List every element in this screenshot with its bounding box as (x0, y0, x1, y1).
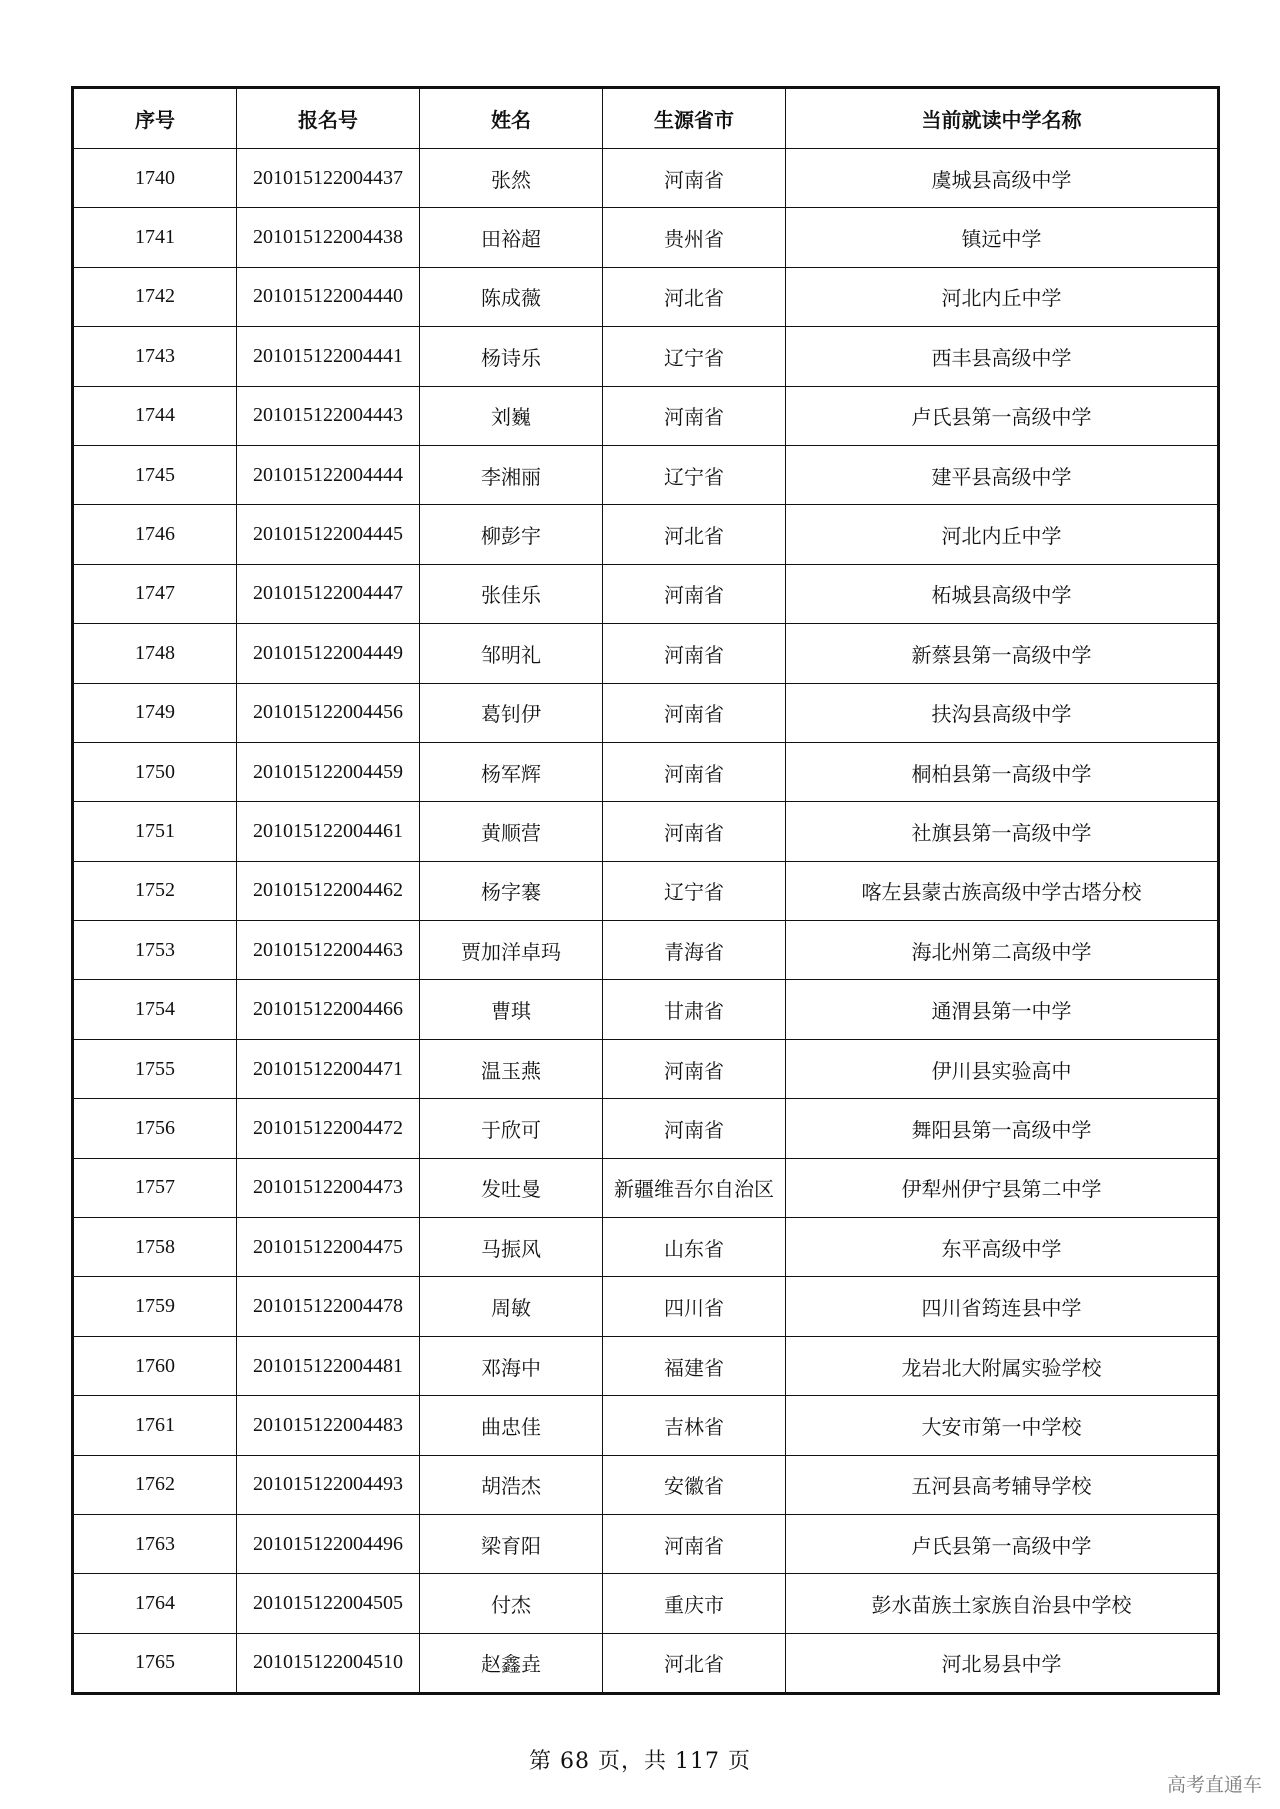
cell-name: 杨诗乐 (420, 327, 603, 386)
cell-registration-number: 201015122004449 (237, 624, 420, 683)
header-index: 序号 (73, 88, 237, 149)
header-school: 当前就读中学名称 (786, 88, 1219, 149)
cell-school: 伊犁州伊宁县第二中学 (786, 1158, 1219, 1217)
table-row (73, 624, 1219, 683)
table-row (73, 802, 1219, 861)
cell-index: 1743 (73, 327, 237, 386)
cell-registration-number: 201015122004463 (237, 921, 420, 980)
header-registration-number: 报名号 (237, 88, 420, 149)
cell-index: 1747 (73, 564, 237, 623)
table-row (73, 1514, 1219, 1573)
table-row (73, 1277, 1219, 1336)
cell-province: 河北省 (603, 1633, 786, 1693)
cell-name: 邓海中 (420, 1336, 603, 1395)
cell-province: 新疆维吾尔自治区 (603, 1158, 786, 1217)
cell-school: 扶沟县高级中学 (786, 683, 1219, 742)
cell-province: 河南省 (603, 802, 786, 861)
cell-school: 河北易县中学 (786, 1633, 1219, 1693)
cell-name: 张然 (420, 149, 603, 208)
page-number: 第 68 页，共 117 页 (529, 1749, 751, 1774)
cell-province: 河南省 (603, 1039, 786, 1098)
cell-name: 杨字褰 (420, 861, 603, 920)
cell-name: 葛钊伊 (420, 683, 603, 742)
table-row (73, 1099, 1219, 1158)
cell-name: 张佳乐 (420, 564, 603, 623)
cell-name: 曹琪 (420, 980, 603, 1039)
table-row (73, 1633, 1219, 1693)
cell-province: 辽宁省 (603, 327, 786, 386)
cell-school: 卢氏县第一高级中学 (786, 1514, 1219, 1573)
cell-name: 温玉燕 (420, 1039, 603, 1098)
cell-registration-number: 201015122004459 (237, 742, 420, 801)
student-table (71, 86, 1220, 1695)
cell-registration-number: 201015122004445 (237, 505, 420, 564)
cell-index: 1757 (73, 1158, 237, 1217)
table-row (73, 683, 1219, 742)
cell-school: 桐柏县第一高级中学 (786, 742, 1219, 801)
table-row (73, 1336, 1219, 1395)
cell-province: 安徽省 (603, 1455, 786, 1514)
watermark-logo-text: 高考直通车 (1166, 1774, 1262, 1796)
cell-registration-number: 201015122004440 (237, 267, 420, 326)
cell-school: 伊川县实验高中 (786, 1039, 1219, 1098)
cell-school: 镇远中学 (786, 208, 1219, 267)
cell-province: 吉林省 (603, 1396, 786, 1455)
cell-province: 四川省 (603, 1277, 786, 1336)
cell-name: 田裕超 (420, 208, 603, 267)
cell-registration-number: 201015122004478 (237, 1277, 420, 1336)
table-row (73, 267, 1219, 326)
cell-registration-number: 201015122004443 (237, 386, 420, 445)
table-row (73, 564, 1219, 623)
cell-school: 河北内丘中学 (786, 505, 1219, 564)
cell-index: 1760 (73, 1336, 237, 1395)
cell-school: 海北州第二高级中学 (786, 921, 1219, 980)
cell-school: 河北内丘中学 (786, 267, 1219, 326)
cell-name: 梁育阳 (420, 1514, 603, 1573)
cell-index: 1762 (73, 1455, 237, 1514)
cell-province: 河北省 (603, 267, 786, 326)
table-row (73, 1396, 1219, 1455)
cell-school: 五河县高考辅导学校 (786, 1455, 1219, 1514)
cell-index: 1748 (73, 624, 237, 683)
cell-index: 1740 (73, 149, 237, 208)
table-container (71, 86, 1217, 1695)
cell-school: 大安市第一中学校 (786, 1396, 1219, 1455)
cell-name: 胡浩杰 (420, 1455, 603, 1514)
cell-name: 贾加洋卓玛 (420, 921, 603, 980)
cell-registration-number: 201015122004505 (237, 1574, 420, 1633)
cell-name: 周敏 (420, 1277, 603, 1336)
cell-registration-number: 201015122004461 (237, 802, 420, 861)
cell-province: 贵州省 (603, 208, 786, 267)
cell-index: 1763 (73, 1514, 237, 1573)
cell-registration-number: 201015122004475 (237, 1218, 420, 1277)
cell-index: 1756 (73, 1099, 237, 1158)
cell-index: 1749 (73, 683, 237, 742)
cell-name: 陈成薇 (420, 267, 603, 326)
cell-province: 河南省 (603, 149, 786, 208)
header-name: 姓名 (420, 88, 603, 149)
table-row (73, 505, 1219, 564)
table-row (73, 445, 1219, 504)
cell-registration-number: 201015122004473 (237, 1158, 420, 1217)
table-header-row (73, 88, 1219, 149)
cell-name: 付杰 (420, 1574, 603, 1633)
cell-index: 1753 (73, 921, 237, 980)
table-row (73, 1455, 1219, 1514)
cell-registration-number: 201015122004496 (237, 1514, 420, 1573)
cell-school: 舞阳县第一高级中学 (786, 1099, 1219, 1158)
cell-province: 河南省 (603, 1514, 786, 1573)
cell-school: 喀左县蒙古族高级中学古塔分校 (786, 861, 1219, 920)
cell-province: 河南省 (603, 683, 786, 742)
cell-index: 1745 (73, 445, 237, 504)
table-row (73, 208, 1219, 267)
cell-province: 辽宁省 (603, 861, 786, 920)
cell-index: 1764 (73, 1574, 237, 1633)
table-row (73, 742, 1219, 801)
cell-province: 河北省 (603, 505, 786, 564)
cell-name: 于欣可 (420, 1099, 603, 1158)
cell-name: 杨军辉 (420, 742, 603, 801)
cell-index: 1754 (73, 980, 237, 1039)
cell-registration-number: 201015122004481 (237, 1336, 420, 1395)
cell-index: 1742 (73, 267, 237, 326)
cell-registration-number: 201015122004444 (237, 445, 420, 504)
cell-name: 邹明礼 (420, 624, 603, 683)
table-row (73, 149, 1219, 208)
cell-index: 1761 (73, 1396, 237, 1455)
cell-province: 重庆市 (603, 1574, 786, 1633)
cell-registration-number: 201015122004437 (237, 149, 420, 208)
table-body (73, 149, 1219, 1694)
cell-registration-number: 201015122004472 (237, 1099, 420, 1158)
cell-registration-number: 201015122004466 (237, 980, 420, 1039)
cell-registration-number: 201015122004471 (237, 1039, 420, 1098)
table-row (73, 1218, 1219, 1277)
cell-index: 1741 (73, 208, 237, 267)
cell-school: 龙岩北大附属实验学校 (786, 1336, 1219, 1395)
cell-school: 卢氏县第一高级中学 (786, 386, 1219, 445)
cell-name: 柳彭宇 (420, 505, 603, 564)
cell-province: 甘肃省 (603, 980, 786, 1039)
cell-name: 黄顺营 (420, 802, 603, 861)
cell-name: 马振风 (420, 1218, 603, 1277)
cell-school: 柘城县高级中学 (786, 564, 1219, 623)
cell-index: 1744 (73, 386, 237, 445)
cell-province: 青海省 (603, 921, 786, 980)
header-province: 生源省市 (603, 88, 786, 149)
cell-school: 新蔡县第一高级中学 (786, 624, 1219, 683)
cell-index: 1750 (73, 742, 237, 801)
cell-school: 社旗县第一高级中学 (786, 802, 1219, 861)
cell-province: 河南省 (603, 564, 786, 623)
cell-registration-number: 201015122004438 (237, 208, 420, 267)
cell-index: 1746 (73, 505, 237, 564)
table-row (73, 1039, 1219, 1098)
cell-school: 西丰县高级中学 (786, 327, 1219, 386)
cell-registration-number: 201015122004447 (237, 564, 420, 623)
cell-registration-number: 201015122004510 (237, 1633, 420, 1693)
cell-province: 河南省 (603, 624, 786, 683)
cell-index: 1751 (73, 802, 237, 861)
cell-province: 辽宁省 (603, 445, 786, 504)
cell-name: 赵鑫垚 (420, 1633, 603, 1693)
cell-registration-number: 201015122004456 (237, 683, 420, 742)
table-row (73, 921, 1219, 980)
cell-index: 1755 (73, 1039, 237, 1098)
cell-registration-number: 201015122004462 (237, 861, 420, 920)
cell-registration-number: 201015122004441 (237, 327, 420, 386)
cell-province: 福建省 (603, 1336, 786, 1395)
cell-index: 1759 (73, 1277, 237, 1336)
cell-name: 刘巍 (420, 386, 603, 445)
cell-index: 1765 (73, 1633, 237, 1693)
table-row (73, 1158, 1219, 1217)
cell-province: 河南省 (603, 386, 786, 445)
cell-registration-number: 201015122004493 (237, 1455, 420, 1514)
table-row (73, 327, 1219, 386)
table-row (73, 861, 1219, 920)
cell-index: 1752 (73, 861, 237, 920)
cell-province: 河南省 (603, 742, 786, 801)
cell-index: 1758 (73, 1218, 237, 1277)
cell-name: 曲忠佳 (420, 1396, 603, 1455)
cell-school: 四川省筠连县中学 (786, 1277, 1219, 1336)
cell-province: 河南省 (603, 1099, 786, 1158)
cell-province: 山东省 (603, 1218, 786, 1277)
table-row (73, 386, 1219, 445)
table-row (73, 1574, 1219, 1633)
cell-registration-number: 201015122004483 (237, 1396, 420, 1455)
cell-school: 虞城县高级中学 (786, 149, 1219, 208)
table-row (73, 980, 1219, 1039)
cell-school: 东平高级中学 (786, 1218, 1219, 1277)
cell-school: 通渭县第一中学 (786, 980, 1219, 1039)
cell-school: 彭水苗族土家族自治县中学校 (786, 1574, 1219, 1633)
cell-name: 发吐曼 (420, 1158, 603, 1217)
cell-name: 李湘丽 (420, 445, 603, 504)
cell-school: 建平县高级中学 (786, 445, 1219, 504)
